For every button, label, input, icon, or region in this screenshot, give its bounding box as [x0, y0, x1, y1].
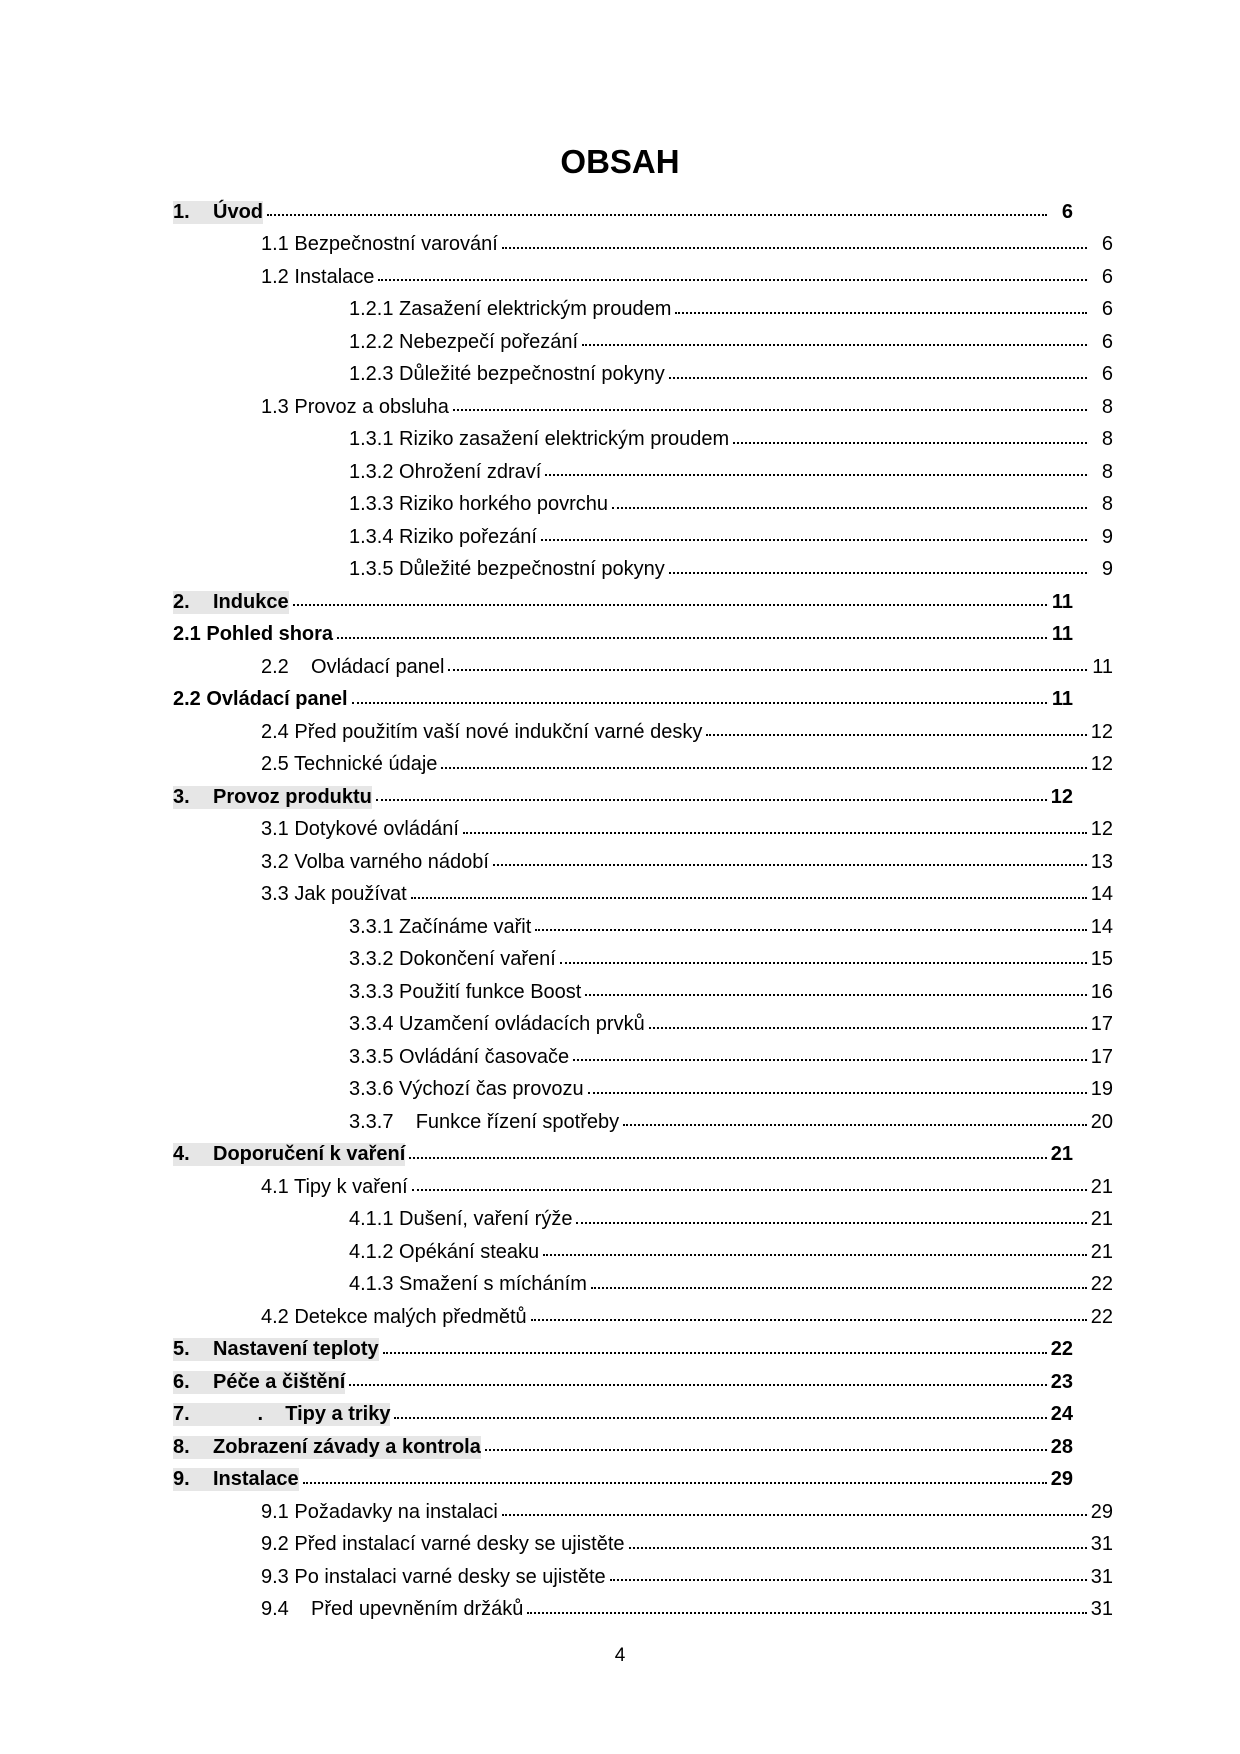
dot-leader: [585, 994, 1086, 996]
toc-entry[interactable]: [173, 521, 1113, 554]
toc-entry-page: 20: [1090, 1110, 1113, 1133]
toc-entry-label: [349, 461, 541, 484]
toc-entry-title: 1.2 Instalace: [261, 265, 375, 288]
dot-leader: [573, 1059, 1087, 1061]
table-of-contents: [173, 196, 1113, 1626]
toc-entry-page: 11: [1051, 623, 1073, 646]
dot-leader: [394, 1417, 1046, 1419]
toc-entry[interactable]: [173, 716, 1113, 749]
toc-entry-page: 11: [1092, 655, 1113, 678]
toc-entry-label: [173, 786, 372, 809]
toc-entry-page: 22: [1050, 1338, 1073, 1361]
toc-entry-label: [349, 1046, 569, 1069]
toc-entry[interactable]: [173, 326, 1113, 359]
toc-entry-label: [261, 1598, 523, 1621]
toc-entry-label: [349, 1241, 539, 1264]
toc-entry-title: 3.3.2 Dokončení vaření: [349, 948, 556, 971]
toc-entry[interactable]: [173, 1009, 1113, 1042]
toc-entry-page: 19: [1090, 1078, 1113, 1101]
dot-leader: [378, 279, 1087, 281]
toc-entry[interactable]: [173, 261, 1113, 294]
toc-entry-title: Zobrazení závady a kontrola: [213, 1435, 481, 1458]
toc-entry-title: 3.3 Jak používat: [261, 883, 407, 906]
dot-leader: [485, 1449, 1047, 1451]
toc-entry-label: [261, 883, 407, 906]
toc-entry[interactable]: [173, 879, 1113, 912]
dot-leader: [576, 1222, 1086, 1224]
toc-entry-number: 8.: [173, 1435, 190, 1458]
toc-entry[interactable]: [173, 1301, 1113, 1334]
toc-entry-title: 1.2.1 Zasažení elektrickým proudem: [349, 298, 672, 321]
toc-entry-label: [261, 1566, 606, 1589]
toc-entry-page: 22: [1090, 1273, 1113, 1296]
toc-entry-label: [261, 753, 437, 776]
toc-entry[interactable]: [173, 1106, 1113, 1139]
page-number: 4: [614, 1645, 626, 1666]
toc-entry[interactable]: [173, 1074, 1113, 1107]
dot-leader: [669, 377, 1087, 379]
toc-entry-title: 4.1.2 Opékání steaku: [349, 1240, 540, 1263]
toc-entry-page: 14: [1090, 883, 1113, 906]
dot-leader: [733, 442, 1087, 444]
toc-entry-title: 3.3.7 Funkce řízení spotřeby: [349, 1110, 620, 1133]
toc-entry-title: 9.4 Před upevněním držáků: [261, 1598, 524, 1621]
toc-entry[interactable]: [173, 651, 1113, 684]
toc-entry-number: 3.: [173, 785, 190, 808]
toc-entry[interactable]: [173, 781, 1113, 814]
toc-entry[interactable]: [173, 1041, 1113, 1074]
dot-leader: [669, 572, 1087, 574]
toc-entry-page: 11: [1051, 688, 1073, 711]
toc-entry-page: 29: [1050, 1468, 1073, 1491]
toc-entry[interactable]: [173, 1334, 1113, 1367]
toc-entry-page: 6: [1101, 265, 1113, 288]
toc-entry-page: 16: [1090, 980, 1113, 1003]
toc-entry-label: [349, 331, 578, 354]
toc-entry-label: [173, 623, 333, 646]
toc-entry[interactable]: [173, 684, 1113, 717]
toc-entry-page: 6: [1101, 363, 1113, 386]
toc-entry[interactable]: [173, 1399, 1113, 1432]
dot-leader: [623, 1124, 1087, 1126]
toc-entry-title: 4.1 Tipy k vaření: [261, 1175, 408, 1198]
toc-entry-title: 3.3.5 Ovládání časovače: [349, 1045, 570, 1068]
dot-leader: [543, 1254, 1087, 1256]
toc-entry-title: Péče a čištění: [213, 1370, 346, 1393]
dot-leader: [582, 344, 1087, 346]
toc-entry[interactable]: [173, 424, 1113, 457]
toc-entry[interactable]: [173, 1139, 1113, 1172]
toc-entry-number: 1.: [173, 200, 190, 223]
toc-entry[interactable]: [173, 359, 1113, 392]
toc-entry-label: [261, 1176, 408, 1199]
dot-leader: [383, 1352, 1047, 1354]
toc-entry-page: 15: [1090, 948, 1113, 971]
toc-entry-title: Úvod: [213, 200, 263, 223]
toc-entry-label: [261, 396, 449, 419]
toc-entry-title: 2.1 Pohled shora: [173, 623, 334, 646]
dot-leader: [527, 1612, 1086, 1614]
toc-entry-page: 6: [1061, 200, 1073, 223]
toc-entry-label: [173, 201, 263, 224]
toc-entry-title: 1.3.5 Důležité bezpečnostní pokyny: [349, 558, 665, 581]
toc-entry-page: 6: [1101, 330, 1113, 353]
toc-entry-page: 12: [1090, 818, 1113, 841]
toc-entry[interactable]: [173, 911, 1113, 944]
toc-entry-title: 9.3 Po instalaci varné desky se ujistěte: [261, 1565, 606, 1588]
toc-entry-label: [261, 656, 444, 679]
toc-entry-page: 6: [1101, 233, 1113, 256]
dot-leader: [411, 897, 1087, 899]
dot-leader: [493, 864, 1087, 866]
toc-entry-number: 6.: [173, 1370, 190, 1393]
dot-leader: [463, 832, 1087, 834]
toc-entry-label: [349, 916, 531, 939]
dot-leader: [649, 1027, 1087, 1029]
toc-entry[interactable]: [173, 1431, 1113, 1464]
dot-leader: [352, 702, 1047, 704]
toc-entry[interactable]: [173, 814, 1113, 847]
toc-entry-page: 8: [1101, 428, 1113, 451]
toc-entry-page: 14: [1090, 915, 1113, 938]
toc-entry[interactable]: [173, 619, 1113, 652]
dot-leader: [502, 1514, 1087, 1516]
toc-entry[interactable]: [173, 1594, 1113, 1627]
toc-entry-title: 4.2 Detekce malých předmětů: [261, 1305, 527, 1328]
toc-entry-title: 1.3.1 Riziko zasažení elektrickým proudem: [349, 428, 730, 451]
toc-entry-page: 31: [1090, 1565, 1113, 1588]
toc-entry[interactable]: [173, 1171, 1113, 1204]
dot-leader: [545, 474, 1087, 476]
toc-entry[interactable]: [173, 586, 1113, 619]
toc-entry-page: 8: [1101, 395, 1113, 418]
toc-entry-title: 3.1 Dotykové ovládání: [261, 818, 459, 841]
toc-entry-title: 1.3.3 Riziko horkého povrchu: [349, 493, 609, 516]
toc-entry-title: 1.3 Provoz a obsluha: [261, 395, 449, 418]
toc-entry-title: Provoz produktu: [213, 785, 372, 808]
toc-entry[interactable]: [173, 294, 1113, 327]
toc-entry-page: 17: [1090, 1013, 1113, 1036]
toc-entry-title: . Tipy a triky: [213, 1403, 391, 1426]
toc-entry-label: [349, 948, 556, 971]
dot-leader: [337, 637, 1047, 639]
toc-entry-label: [349, 1273, 587, 1296]
toc-entry-title: Indukce: [213, 590, 289, 613]
toc-entry-page: 21: [1050, 1143, 1073, 1166]
dot-leader: [588, 1092, 1087, 1094]
toc-entry[interactable]: [173, 1366, 1113, 1399]
toc-entry-label: [349, 1078, 584, 1101]
toc-entry-page: 28: [1050, 1435, 1073, 1458]
toc-entry-title: 1.2.2 Nebezpečí pořezání: [349, 330, 579, 353]
dot-leader: [502, 247, 1087, 249]
toc-entry-label: [349, 363, 665, 386]
dot-leader: [629, 1547, 1087, 1549]
toc-entry[interactable]: [173, 944, 1113, 977]
toc-entry-label: [173, 1403, 390, 1426]
toc-entry-title: 4.1.1 Dušení, vaření rýže: [349, 1208, 573, 1231]
toc-entry-page: 12: [1090, 720, 1113, 743]
dot-leader: [591, 1287, 1087, 1289]
toc-entry[interactable]: [173, 1561, 1113, 1594]
toc-entry-number: 7.: [173, 1403, 190, 1426]
toc-entry-title: 1.2.3 Důležité bezpečnostní pokyny: [349, 363, 665, 386]
toc-entry[interactable]: [173, 456, 1113, 489]
toc-entry-label: [261, 233, 498, 256]
toc-entry-title: 3.3.3 Použití funkce Boost: [349, 980, 582, 1003]
toc-entry-title: Doporučení k vaření: [213, 1143, 406, 1166]
dot-leader: [675, 312, 1087, 314]
toc-entry-title: Instalace: [213, 1468, 299, 1491]
dot-leader: [541, 539, 1087, 541]
dot-leader: [267, 214, 1047, 216]
toc-entry-page: 21: [1090, 1208, 1113, 1231]
toc-entry-label: [261, 721, 702, 744]
toc-entry-number: 2.: [173, 590, 190, 613]
toc-entry-label: [173, 1436, 481, 1459]
toc-entry-page: 31: [1090, 1533, 1113, 1556]
dot-leader: [610, 1579, 1087, 1581]
toc-entry-label: [173, 591, 289, 614]
toc-entry-page: 22: [1090, 1305, 1113, 1328]
toc-entry[interactable]: [173, 391, 1113, 424]
toc-entry[interactable]: [173, 1464, 1113, 1497]
toc-entry[interactable]: [173, 749, 1113, 782]
toc-entry-title: 9.2 Před instalací varné desky se ujistěte: [261, 1533, 625, 1556]
dot-leader: [453, 409, 1087, 411]
toc-entry[interactable]: [173, 1496, 1113, 1529]
toc-entry-label: [261, 1501, 498, 1524]
toc-entry-page: 11: [1051, 590, 1073, 613]
toc-entry-label: [349, 526, 537, 549]
toc-entry-label: [261, 1306, 527, 1329]
dot-leader: [706, 734, 1086, 736]
toc-entry-label: [349, 558, 665, 581]
toc-entry-page: 23: [1050, 1370, 1073, 1393]
toc-entry-title: 1.3.4 Riziko pořezání: [349, 525, 537, 548]
toc-entry-page: 12: [1050, 785, 1073, 808]
toc-entry-label: [349, 298, 671, 321]
toc-entry-label: [173, 688, 348, 711]
toc-entry-title: 3.2 Volba varného nádobí: [261, 850, 489, 873]
toc-entry-label: [261, 818, 459, 841]
toc-entry-number: 9.: [173, 1468, 190, 1491]
toc-entry-page: 17: [1090, 1045, 1113, 1068]
toc-entry-title: Nastavení teploty: [213, 1338, 379, 1361]
toc-entry-page: 21: [1090, 1175, 1113, 1198]
toc-entry[interactable]: [173, 229, 1113, 262]
toc-entry-label: [349, 1111, 619, 1134]
toc-entry-title: 2.4 Před použitím vaší nové indukční varné desky: [261, 720, 703, 743]
toc-entry-page: 13: [1090, 850, 1113, 873]
toc-entry-title: 9.1 Požadavky na instalaci: [261, 1500, 498, 1523]
toc-entry-page: 31: [1090, 1598, 1113, 1621]
toc-entry[interactable]: [173, 554, 1113, 587]
toc-entry-title: 3.3.4 Uzamčení ovládacích prvků: [349, 1013, 645, 1036]
dot-leader: [560, 962, 1087, 964]
toc-entry-label: [349, 428, 729, 451]
toc-entry-label: [261, 851, 489, 874]
dot-leader: [376, 799, 1047, 801]
toc-entry-number: 4.: [173, 1143, 190, 1166]
toc-entry-title: 1.3.2 Ohrožení zdraví: [349, 460, 542, 483]
toc-entry-label: [261, 1533, 625, 1556]
toc-entry[interactable]: [173, 1529, 1113, 1562]
dot-leader: [303, 1482, 1047, 1484]
toc-entry[interactable]: [173, 846, 1113, 879]
toc-entry-label: [173, 1143, 405, 1166]
dot-leader: [409, 1157, 1046, 1159]
dot-leader: [412, 1189, 1087, 1191]
toc-entry[interactable]: [173, 1236, 1113, 1269]
toc-entry-title: 3.3.1 Začínáme vařit: [349, 915, 532, 938]
toc-entry-number: 5.: [173, 1338, 190, 1361]
toc-entry-page: 24: [1050, 1403, 1073, 1426]
toc-entry-label: [173, 1371, 345, 1394]
toc-entry[interactable]: [173, 196, 1113, 229]
toc-entry-label: [349, 981, 581, 1004]
toc-entry-title: 1.1 Bezpečnostní varování: [261, 233, 498, 256]
dot-leader: [349, 1384, 1046, 1386]
dot-leader: [612, 507, 1087, 509]
dot-leader: [441, 767, 1086, 769]
toc-entry-label: [349, 1208, 572, 1231]
toc-entry-page: 6: [1101, 298, 1113, 321]
toc-entry[interactable]: [173, 976, 1113, 1009]
toc-entry-title: 4.1.3 Smažení s mícháním: [349, 1273, 587, 1296]
toc-entry-page: 9: [1101, 558, 1113, 581]
toc-entry-page: 9: [1101, 525, 1113, 548]
toc-entry-title: 2.2 Ovládací panel: [261, 655, 445, 678]
toc-entry-title: 3.3.6 Výchozí čas provozu: [349, 1078, 584, 1101]
toc-entry-page: 8: [1101, 493, 1113, 516]
toc-entry-label: [173, 1338, 379, 1361]
toc-entry[interactable]: [173, 489, 1113, 522]
toc-entry-title: 2.5 Technické údaje: [261, 753, 438, 776]
toc-entry[interactable]: [173, 1204, 1113, 1237]
toc-entry-page: 8: [1101, 460, 1113, 483]
toc-entry-label: [349, 1013, 645, 1036]
toc-entry-label: [261, 266, 374, 289]
dot-leader: [448, 669, 1087, 671]
toc-entry-page: 12: [1090, 753, 1113, 776]
toc-entry-label: [349, 493, 608, 516]
toc-entry[interactable]: [173, 1269, 1113, 1302]
dot-leader: [531, 1319, 1087, 1321]
toc-entry-page: 21: [1090, 1240, 1113, 1263]
page-title: OBSAH: [560, 143, 680, 180]
toc-entry-title: 2.2 Ovládací panel: [173, 688, 348, 711]
dot-leader: [535, 929, 1086, 931]
toc-entry-label: [173, 1468, 299, 1491]
dot-leader: [293, 604, 1047, 606]
toc-entry-page: 29: [1090, 1500, 1113, 1523]
